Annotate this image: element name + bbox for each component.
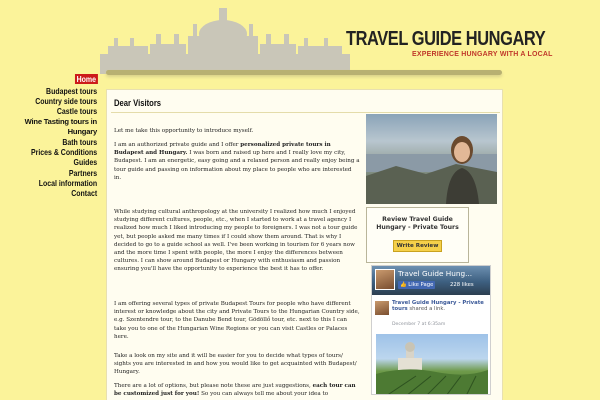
site-tagline: EXPERIENCE HUNGARY WITH A LOCAL	[412, 51, 553, 58]
nav-item-contact[interactable]: Contact	[71, 188, 98, 199]
intro-paragraph: Let me take this opportunity to introduce myself.	[114, 128, 254, 134]
parliament-skyline-icon	[100, 8, 350, 74]
nav-item-budapest-tours[interactable]: Budapest tours	[46, 86, 98, 96]
about-paragraph: I am an authorized private guide and I offer personalized private tours in Budapest and Hungary. I was born and raised up here and I really love my city, Budapest. I am an energetic, easy going and a relaxed person and really enjoy being a tour guide and passing on information about my place to people who are interested in.	[114, 142, 360, 181]
facebook-post-author[interactable]: Travel Guide Hungary - Private tours	[392, 300, 484, 313]
review-title[interactable]: Review Travel Guide Hungary - Private Tours	[376, 216, 459, 231]
nav-item-guides[interactable]: Guides	[73, 157, 98, 168]
facebook-like-button[interactable]: 👍 Like Page	[400, 282, 434, 288]
customize-paragraph: There are a lot of options, but please note these are just suggestions, each tour can be customized just for you! So you can always tell me about your idea to	[114, 383, 356, 398]
write-review-button[interactable]: Write Review	[393, 240, 443, 252]
facebook-post-avatar[interactable]	[375, 301, 389, 315]
facebook-like-count: 228 likes	[450, 282, 474, 288]
page-title: Dear Visitors	[114, 98, 162, 108]
nav-item-bath-tours[interactable]: Bath tours	[62, 137, 98, 148]
title-divider	[111, 112, 500, 113]
facebook-post-title: Travel Guide Hungary - Private tours shared a link.	[392, 300, 484, 313]
main-content	[106, 89, 503, 400]
header-divider	[106, 70, 502, 75]
facebook-post-image[interactable]	[376, 334, 488, 395]
facebook-post	[372, 295, 490, 331]
facebook-page-avatar[interactable]	[375, 269, 395, 290]
facebook-post-date[interactable]: December 7 at 6:35am	[392, 322, 446, 327]
nav-item-partners[interactable]: Partners	[68, 167, 98, 178]
nav-item-wine-tasting-tours[interactable]: Wine Tasting tours in Hungary	[24, 116, 97, 136]
nav-item-prices-conditions[interactable]: Prices & Conditions	[30, 147, 98, 158]
background-paragraph: While studying cultural anthropology at the university I realized how much I enjoyed studying different cultures, people, etc., when I started to work at a travel agency I realized how much I liked introducing my people to foreigners. I was not a tour guide yet, but people asked me many times if I could show them around. That is why I decided to go to a guide school as well. I've been working in tourism for 6 years now and the more time I spent with people, the more I enjoy the differences between cultures. I can show around Budapest or Hungary with enthusiasm and passion ensuring you'll have the opportunity to experience the best it has to offer.	[114, 209, 358, 273]
main-navigation	[0, 67, 98, 198]
options-paragraph: Take a look on my site and it will be easier for you to decide what types of tours/ sights you are interested in and how you would like to get acquainted with Budapest/ Hungary.	[114, 353, 357, 376]
guide-portrait-photo	[366, 114, 497, 204]
facebook-page-name[interactable]: Travel Guide Hung...	[398, 269, 473, 278]
nav-item-castle-tours[interactable]: Castle tours	[56, 106, 98, 117]
facebook-widget	[371, 265, 491, 395]
nav-item-home[interactable]: Home	[76, 74, 97, 84]
site-title[interactable]: TRAVEL GUIDE HUNGARY	[346, 28, 546, 50]
facebook-cover	[372, 266, 490, 295]
nav-item-country-side-tours[interactable]: Country side tours	[35, 96, 98, 107]
tours-paragraph: I am offering several types of private Budapest Tours for people who have different interest or knowledge about the city and Private Tours to the Hungarian Country side, e.g. Szentendre tour, to the Danube Bend tour, Gödöllő tour, etc. next to this I can take you to one of the Hungarian Wine Regions or you can visit Castles or Palaces here.	[114, 301, 360, 340]
review-widget	[366, 207, 469, 263]
nav-item-local-information[interactable]: Local information	[38, 177, 98, 188]
